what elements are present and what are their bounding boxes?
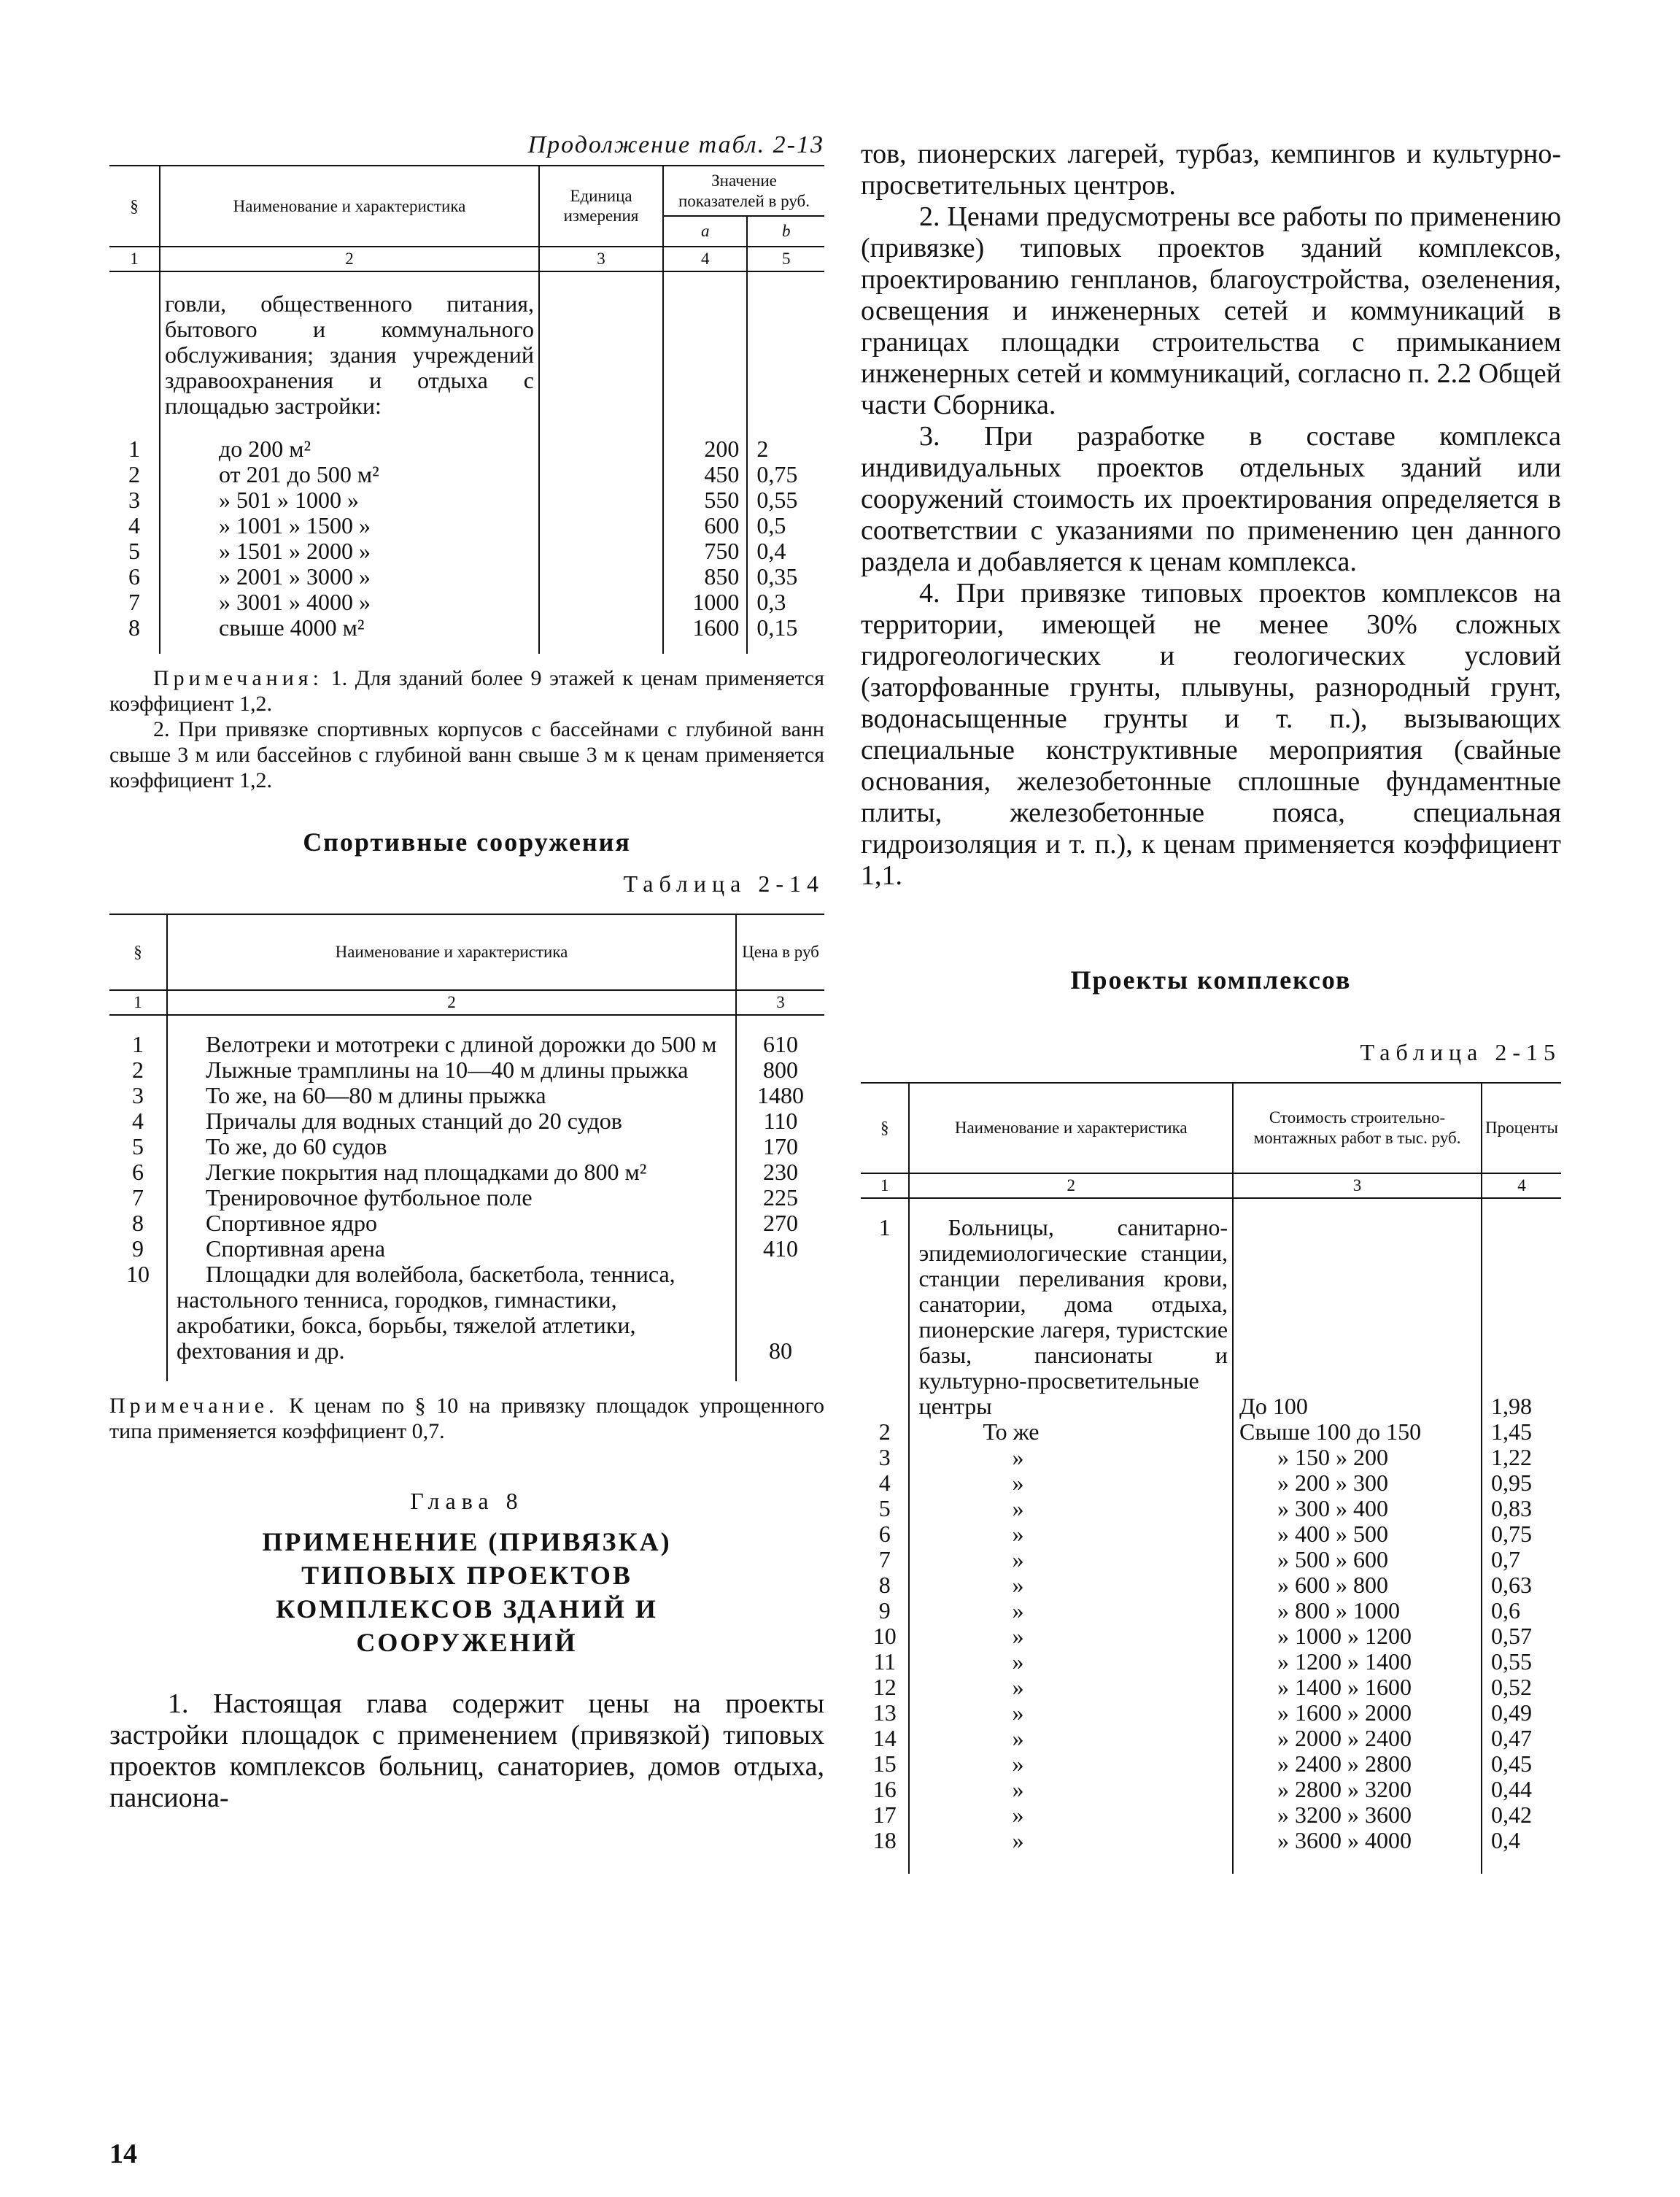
col-header-section: § (133, 942, 142, 961)
row-name: » 501 » 1000 » (160, 487, 539, 513)
row-cost: » 600 » 800 (1233, 1572, 1482, 1598)
table-row (109, 564, 824, 590)
row-price: 610 (736, 1015, 824, 1057)
table-row (861, 1649, 1561, 1675)
row-cost: » 200 » 300 (1233, 1470, 1482, 1496)
table-row (861, 1470, 1561, 1496)
row-name: Спортивное ядро (167, 1211, 736, 1236)
row-percent: 0,45 (1482, 1751, 1561, 1777)
row-value-b: 0,55 (747, 487, 824, 513)
row-number: 13 (872, 1699, 897, 1726)
row-cost: » 800 » 1000 (1233, 1598, 1482, 1623)
row-name: » (909, 1470, 1233, 1496)
table-row (861, 1623, 1561, 1649)
row-percent: 0,83 (1482, 1496, 1561, 1521)
col-number: 2 (909, 1173, 1233, 1198)
col-number: 1 (133, 992, 142, 1011)
row-percent: 0,55 (1482, 1649, 1561, 1675)
row-price: 230 (736, 1159, 824, 1185)
row-cost: » 150 » 200 (1233, 1445, 1482, 1470)
col-header-value: Значение показателей в руб. (663, 166, 824, 216)
paragraph-4: 4. При привязке типовых проектов комплексов на территории, имеющей не менее 30% сложных гидрогеологических и геологических условий (заторфованные грунты, плывуны, разнородный грунт, водонасыщенные грунты и т. п.), вызывающих специальные конструктивные мероприятия (свайные основания, железобетонные сплошные фундаментные плиты, железобетонные пояса, специальная гидроизоляция и т. п.), к ценам применяется коэффициент 1,1. (861, 578, 1561, 891)
row-number: 7 (878, 1546, 891, 1572)
table-row (109, 513, 824, 538)
row-name: » (909, 1675, 1233, 1700)
row-number: 4 (132, 1107, 144, 1134)
col-header-a: a (663, 216, 747, 247)
row-price: 270 (736, 1211, 824, 1236)
row-name: » (909, 1598, 1233, 1623)
row-name: Тренировочное футбольное поле (167, 1185, 736, 1211)
row-name: То же, на 60—80 м длины прыжка (167, 1083, 736, 1108)
row-number: 2 (878, 1418, 891, 1445)
left-column (109, 131, 824, 1814)
table-row (109, 1262, 824, 1381)
table-row (109, 1159, 824, 1185)
row-value-b: 0,15 (747, 615, 824, 654)
row-value-b: 2 (747, 436, 824, 462)
table-intro-text: говли, общественного питания, бытового и коммунального обслуживания; здания учреждений здравоохранения и отдыха с площадью застройки: (160, 271, 539, 436)
row-number: 5 (878, 1495, 891, 1521)
row-number: 14 (872, 1725, 897, 1751)
row-percent: 0,75 (1482, 1521, 1561, 1547)
row-percent: 0,52 (1482, 1675, 1561, 1700)
row-number: 18 (872, 1827, 897, 1853)
table-row (861, 1496, 1561, 1521)
row-percent: 0,42 (1482, 1802, 1561, 1828)
row-price: 800 (736, 1057, 824, 1083)
row-name: Причалы для водных станций до 20 судов (167, 1108, 736, 1134)
row-name: до 200 м² (160, 436, 539, 462)
row-name: » (909, 1751, 1233, 1777)
row-percent: 0,95 (1482, 1470, 1561, 1496)
row-cost: » 3200 » 3600 (1233, 1802, 1482, 1828)
row-number: 6 (878, 1521, 891, 1547)
row-number: 8 (128, 614, 140, 641)
row-cost: » 1200 » 1400 (1233, 1649, 1482, 1675)
row-number: 6 (132, 1158, 144, 1185)
table-row (109, 436, 824, 462)
row-price: 1480 (736, 1083, 824, 1108)
table-row (109, 1134, 824, 1159)
table-label: Таблица 2-14 (623, 870, 824, 897)
row-value-a: 200 (663, 436, 747, 462)
col-header-b: b (747, 216, 824, 247)
table-row (861, 1419, 1561, 1445)
col-number: 5 (747, 247, 824, 271)
row-name: » (909, 1547, 1233, 1572)
row-name: » (909, 1649, 1233, 1675)
row-percent: 1,45 (1482, 1419, 1561, 1445)
row-percent: 0,4 (1482, 1828, 1561, 1874)
row-cost: До 100 (1233, 1198, 1482, 1419)
paragraph-3: 3. При разработке в составе комплекса индивидуальных проектов отдельных зданий или сооружений стоимость их проектирования определяется в соответствии с указаниями по применению цен данного раздела и добавляется к ценам комплекса. (861, 421, 1561, 577)
row-name: » 1501 » 2000 » (160, 538, 539, 564)
row-percent: 0,44 (1482, 1777, 1561, 1802)
row-number: 5 (128, 537, 140, 564)
paragraph-2: 2. Ценами предусмотрены все работы по применению (привязке) типовых проектов зданий комплексов, проектированию генпланов, благоустройства, озеленения, освещения и инженерных сетей и коммуникаций в границах площадки строительства с примыканием инженерных сетей и коммуникаций, согласно п. 2.2 Общей части Сборника. (861, 201, 1561, 420)
row-value-a: 750 (663, 538, 747, 564)
row-name: » (909, 1777, 1233, 1802)
row-number: 7 (132, 1184, 144, 1211)
row-price: 80 (736, 1262, 824, 1381)
row-cost: » 2800 » 3200 (1233, 1777, 1482, 1802)
col-number: 1 (880, 1176, 889, 1194)
table-row (861, 1198, 1561, 1419)
row-cost: » 1000 » 1200 (1233, 1623, 1482, 1649)
col-header-price: Цена в руб (736, 914, 824, 990)
table-row (109, 487, 824, 513)
table-label: Таблица 2-15 (1360, 1039, 1561, 1065)
row-number: 11 (873, 1648, 897, 1675)
row-number: 9 (132, 1235, 144, 1262)
row-name: » (909, 1828, 1233, 1874)
row-name: » 2001 » 3000 » (160, 564, 539, 590)
row-value-b: 0,5 (747, 513, 824, 538)
table-row (109, 1057, 824, 1083)
table-2-13 (109, 165, 824, 654)
col-number: 4 (663, 247, 747, 271)
table-row (861, 1572, 1561, 1598)
col-number: 3 (539, 247, 663, 271)
row-percent: 1,22 (1482, 1445, 1561, 1470)
col-header-unit: Единица измерения (539, 166, 663, 247)
table-row (861, 1751, 1561, 1777)
table-row (109, 538, 824, 564)
row-number: 2 (128, 460, 140, 487)
row-name: » (909, 1623, 1233, 1649)
row-number: 12 (872, 1674, 897, 1700)
table-2-15 (861, 1082, 1561, 1874)
row-price: 410 (736, 1236, 824, 1262)
col-header-pct: Проценты (1482, 1083, 1561, 1173)
row-name: » (909, 1726, 1233, 1751)
table-row (109, 1211, 824, 1236)
row-price: 225 (736, 1185, 824, 1211)
row-name: » (909, 1700, 1233, 1726)
row-number: 8 (878, 1572, 891, 1598)
row-percent: 0,49 (1482, 1700, 1561, 1726)
col-number: 3 (1233, 1173, 1482, 1198)
col-header-name: Наименование и характеристика (167, 914, 736, 990)
row-name: » (909, 1445, 1233, 1470)
table-row (109, 590, 824, 615)
sports-note (109, 1393, 824, 1444)
row-percent: 0,7 (1482, 1547, 1561, 1572)
table-row (109, 1185, 824, 1211)
row-cost: » 400 » 500 (1233, 1521, 1482, 1547)
row-name: Лыжные трамплины на 10—40 м длины прыжка (167, 1057, 736, 1083)
row-number: 1 (132, 1030, 144, 1057)
right-column (861, 139, 1561, 1874)
note-label: Примечание. (109, 1393, 279, 1418)
notes-label: Примечания: (153, 665, 323, 690)
row-percent: 1,98 (1482, 1198, 1561, 1419)
table-row (861, 1547, 1561, 1572)
page-number: 14 (109, 2139, 137, 2169)
row-name: Площадки для волейбола, баскетбола, тенниса, настольного тенниса, городков, гимнастики, акробатики, бокса, борьбы, тяжелой атлетики, фехтования и др. (167, 1262, 736, 1381)
col-number: 3 (736, 990, 824, 1015)
row-name: То же, до 60 судов (167, 1134, 736, 1159)
row-number: 17 (872, 1802, 897, 1828)
row-number: 10 (126, 1260, 150, 1287)
table-row (109, 1236, 824, 1262)
row-cost: » 2000 » 2400 (1233, 1726, 1482, 1751)
chapter-title: ПРИМЕНЕНИЕ (ПРИВЯЗКА) ТИПОВЫХ ПРОЕКТОВ КОМПЛЕКСОВ ЗДАНИЙ И СООРУЖЕНИЙ (262, 1526, 672, 1657)
col-number: 2 (167, 990, 736, 1015)
row-name: » 3001 » 4000 » (160, 590, 539, 615)
row-value-a: 600 (663, 513, 747, 538)
col-header-cost: Стоимость строительно-монтажных работ в тыс. руб. (1233, 1083, 1482, 1173)
row-percent: 0,63 (1482, 1572, 1561, 1598)
row-number: 2 (132, 1056, 144, 1083)
table-row (861, 1828, 1561, 1874)
row-price: 170 (736, 1134, 824, 1159)
col-number: 2 (160, 247, 539, 271)
row-name: от 201 до 500 м² (160, 462, 539, 487)
row-number: 3 (878, 1444, 891, 1470)
row-number: 16 (872, 1776, 897, 1802)
row-value-a: 1600 (663, 615, 747, 654)
col-header-name: Наименование и характеристика (909, 1083, 1233, 1173)
row-value-b: 0,75 (747, 462, 824, 487)
row-name: Спортивная арена (167, 1236, 736, 1262)
row-number: 6 (128, 563, 140, 590)
table-row (109, 1015, 824, 1057)
row-value-a: 850 (663, 564, 747, 590)
col-header-section: § (130, 196, 139, 215)
row-number: 5 (132, 1132, 144, 1159)
table-row (109, 462, 824, 487)
chapter-label: Глава 8 (410, 1487, 524, 1514)
row-cost: » 3600 » 4000 (1233, 1828, 1482, 1874)
note-1: 1. Для зданий более 9 этажей к ценам применяется коэффициент 1,2. (109, 665, 825, 716)
row-number: 4 (878, 1470, 891, 1496)
row-number: 1 (878, 1214, 891, 1240)
row-number: 1 (128, 435, 140, 462)
row-name: Больницы, санитарно-эпидемиологические станции, станции переливания крови, санатории, дома отдыха, пионерские лагеря, туристские базы, пансионаты и культурно-просветительные центры (909, 1198, 1233, 1419)
row-value-a: 450 (663, 462, 747, 487)
row-number: 3 (128, 486, 140, 513)
col-header-name: Наименование и характеристика (160, 166, 539, 247)
row-percent: 0,57 (1482, 1623, 1561, 1649)
row-value-a: 1000 (663, 590, 747, 615)
note-2: 2. При привязке спортивных корпусов с бассейнами с глубиной ванн свыше 3 м или бассейнов с глубиной ванн свыше 3 м к ценам применяется коэффициент 1,2. (109, 717, 824, 792)
row-percent: 0,47 (1482, 1726, 1561, 1751)
table-row (109, 1083, 824, 1108)
row-value-b: 0,3 (747, 590, 824, 615)
table-row (109, 1108, 824, 1134)
row-number: 10 (872, 1623, 897, 1649)
table-notes (109, 665, 824, 793)
table-row (861, 1445, 1561, 1470)
row-number: 8 (132, 1209, 144, 1236)
table-row (861, 1726, 1561, 1751)
row-name: » (909, 1496, 1233, 1521)
row-value-b: 0,35 (747, 564, 824, 590)
row-number: 7 (128, 588, 140, 615)
section-heading-sports: Спортивные сооружения (303, 827, 631, 857)
row-cost: » 1400 » 1600 (1233, 1675, 1482, 1700)
paragraph-1-continued: тов, пионерских лагерей, турбаз, кемпингов и культурно-просветительных центров. (861, 139, 1561, 201)
row-name: » (909, 1802, 1233, 1828)
col-number: 1 (130, 249, 139, 268)
row-name: свыше 4000 м² (160, 615, 539, 654)
row-number: 9 (878, 1597, 891, 1623)
row-name: » (909, 1572, 1233, 1598)
row-cost: » 2400 » 2800 (1233, 1751, 1482, 1777)
row-name: » (909, 1521, 1233, 1547)
row-number: 3 (132, 1081, 144, 1108)
paragraph-1: 1. Настоящая глава содержит цены на проекты застройки площадок с применением (привязкой) типовых проектов комплексов больниц, санаториев, домов отдыха, пансиона- (109, 1688, 824, 1813)
row-name: Велотреки и мототреки с длиной дорожки до 500 м (167, 1015, 736, 1057)
row-number: 15 (872, 1750, 897, 1777)
row-cost: » 1600 » 2000 (1233, 1700, 1482, 1726)
note-text: К ценам по § 10 на привязку площадок упрощенного типа применяется коэффициент 0,7. (109, 1393, 824, 1443)
row-price: 110 (736, 1108, 824, 1134)
row-cost: » 500 » 600 (1233, 1547, 1482, 1572)
table-row (861, 1675, 1561, 1700)
table-2-14 (109, 914, 824, 1381)
row-name: » 1001 » 1500 » (160, 513, 539, 538)
section-heading-complexes: Проекты комплексов (1070, 965, 1352, 995)
row-value-b: 0,4 (747, 538, 824, 564)
table-row (861, 1777, 1561, 1802)
row-number: 4 (128, 511, 140, 538)
table-row (109, 615, 824, 654)
table-row (861, 1802, 1561, 1828)
row-value-a: 550 (663, 487, 747, 513)
table-row (861, 1700, 1561, 1726)
table-row (861, 1521, 1561, 1547)
row-percent: 0,6 (1482, 1598, 1561, 1623)
row-cost: Свыше 100 до 150 (1233, 1419, 1482, 1445)
row-cost: » 300 » 400 (1233, 1496, 1482, 1521)
col-header-section: § (880, 1119, 889, 1138)
table-row (861, 1598, 1561, 1623)
row-name: Легкие покрытия над площадками до 800 м² (167, 1159, 736, 1185)
table-continuation-label: Продолжение табл. 2-13 (527, 131, 824, 158)
col-number: 4 (1482, 1173, 1561, 1198)
row-name: То же (909, 1419, 1233, 1445)
